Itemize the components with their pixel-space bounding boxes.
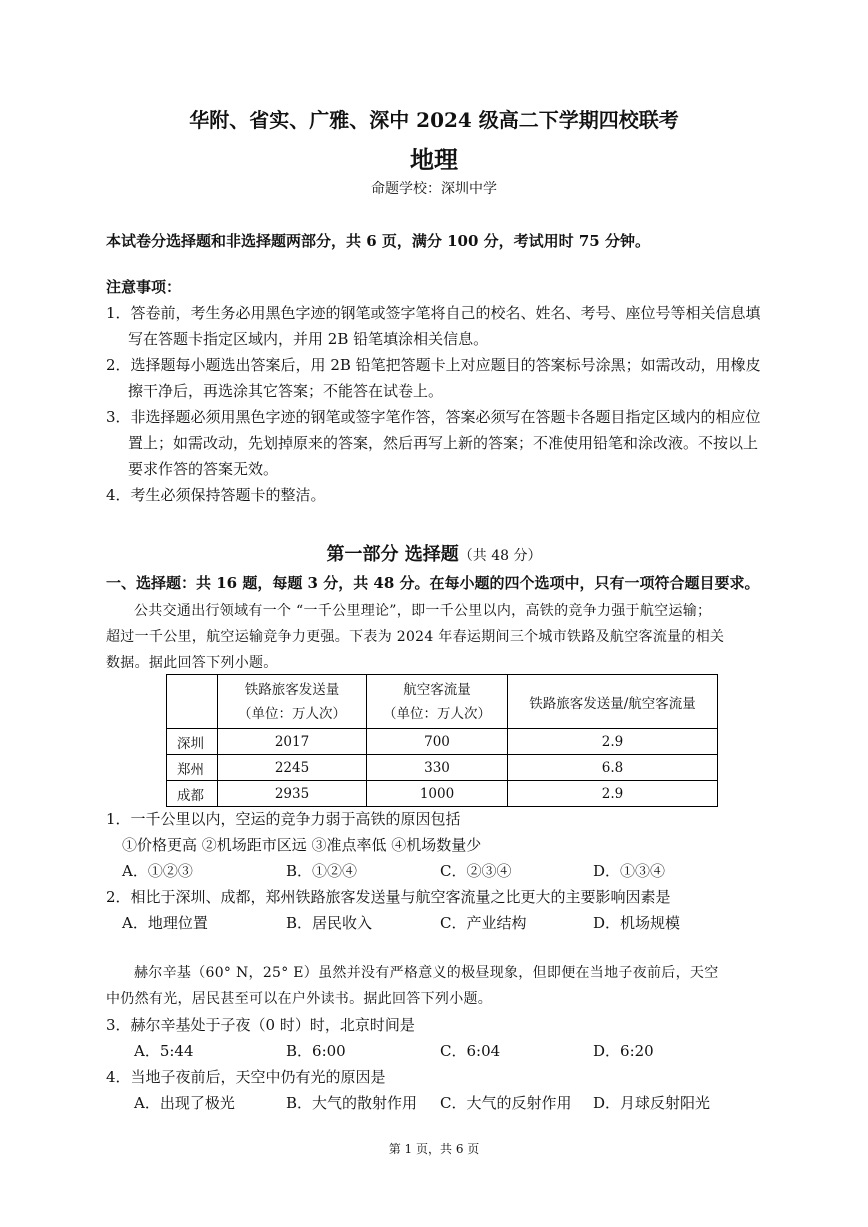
q1-option-c: C．②③④ <box>440 862 512 880</box>
subject-title: 地理 <box>410 145 458 174</box>
q1-option-b: B．①②④ <box>286 862 358 880</box>
part1-title-text: 第一部分 选择题 <box>326 544 459 565</box>
table-cell: 2935 <box>218 781 367 807</box>
q1-option-d: D．①③④ <box>593 862 666 880</box>
table-cell: 700 <box>367 729 508 755</box>
passage2-line-1: 赫尔辛基（60° N，25° E）虽然并没有严格意义的极昼现象，但即便在当地子夜前后，天空 <box>134 965 719 981</box>
notice-heading: 注意事项： <box>106 278 182 296</box>
table-cell: 2017 <box>218 729 367 755</box>
table-header-cell <box>367 675 508 729</box>
table-row <box>167 755 718 781</box>
table-header-cell <box>167 675 218 729</box>
table-header-cell <box>508 675 718 729</box>
q3-option-d: D．6:20 <box>593 1042 654 1060</box>
table-cell: 2.9 <box>508 729 718 755</box>
table-cell-city: 深圳 <box>167 729 218 755</box>
q2-option-c: C．产业结构 <box>440 914 527 932</box>
table-header-row <box>167 675 718 729</box>
q3-option-b: B．6:00 <box>286 1042 346 1060</box>
exam-title: 华附、省实、广雅、深中 2024 级高二下学期四校联考 <box>189 108 679 132</box>
table-cell-city: 郑州 <box>167 755 218 781</box>
q2-option-d: D．机场规模 <box>593 914 681 932</box>
data-table <box>166 674 718 807</box>
notice-item-3-line-1: 3．非选择题必须用黑色字迹的钢笔或签字笔作答，答案必须写在答题卡各题目指定区域内的相应位 <box>106 408 761 426</box>
notice-item-1-line-1: 1．答卷前，考生务必用黑色字迹的钢笔或签字笔将自己的校名、姓名、考号、座位号等相关信息填 <box>106 304 761 322</box>
q4-option-a: A．出现了极光 <box>134 1094 235 1112</box>
q2-stem: 2．相比于深圳、成都，郑州铁路旅客发送量与航空客流量之比更大的主要影响因素是 <box>106 888 671 906</box>
header-ratio-label: 铁路旅客发送量/航空客流量 <box>529 695 696 712</box>
intro-line: 本试卷分选择题和非选择题两部分，共 6 页，满分 100 分，考试用时 75 分钟。 <box>106 232 650 250</box>
q3-stem: 3．赫尔辛基处于子夜（0 时）时，北京时间是 <box>106 1016 415 1034</box>
q4-option-b: B．大气的散射作用 <box>286 1094 418 1112</box>
part1-instruction: 一、选择题：共 16 题，每题 3 分，共 48 分。在每小题的四个选项中，只有一项符合题目要求。 <box>106 574 760 592</box>
notice-item-3-line-2: 置上；如需改动，先划掉原来的答案，然后再写上新的答案；不准使用铅笔和涂改液。不按以上 <box>128 434 759 452</box>
notice-item-3-line-3: 要求作答的答案无效。 <box>128 460 279 478</box>
passage2-line-2: 中仍然有光，居民甚至可以在户外读书。据此回答下列小题。 <box>106 991 493 1007</box>
header-rail-unit: （单位：万人次） <box>238 705 346 722</box>
school-line: 命题学校：深圳中学 <box>371 181 497 197</box>
table-cell: 1000 <box>367 781 508 807</box>
table-row <box>167 729 718 755</box>
table-cell: 330 <box>367 755 508 781</box>
q1-stem: 1．一千公里以内，空运的竞争力弱于高铁的原因包括 <box>106 810 461 828</box>
header-rail-label: 铁路旅客发送量 <box>244 681 340 698</box>
q3-option-a: A．5:44 <box>134 1042 194 1060</box>
q1-option-a: A．①②③ <box>122 862 193 880</box>
notice-item-1-line-2: 写在答题卡指定区域内，并用 2B 铅笔填涂相关信息。 <box>128 330 489 348</box>
part1-score: （共 48 分） <box>458 548 542 564</box>
passage1-line-2: 超过一千公里，航空运输竞争力更强。下表为 2024 年春运期间三个城市铁路及航空客流量的相关 <box>106 629 725 645</box>
table-cell: 6.8 <box>508 755 718 781</box>
passage1-line-1: 公共交通出行领域有一个 “一千公里理论”，即一千公里以内，高铁的竞争力强于航空运输； <box>134 603 712 619</box>
table-cell: 2245 <box>218 755 367 781</box>
passage1-line-3: 数据。据此回答下列小题。 <box>106 655 278 671</box>
page-footer: 第 1 页，共 6 页 <box>388 1142 480 1156</box>
table-cell-city: 成都 <box>167 781 218 807</box>
q4-option-d: D．月球反射阳光 <box>593 1094 711 1112</box>
table-cell: 2.9 <box>508 781 718 807</box>
part1-title <box>0 540 868 566</box>
table-header-cell <box>218 675 367 729</box>
table-row <box>167 781 718 807</box>
notice-item-4: 4．考生必须保持答题卡的整洁。 <box>106 486 326 504</box>
notice-item-2-line-1: 2．选择题每小题选出答案后，用 2B 铅笔把答题卡上对应题目的答案标号涂黑；如需改动，用橡皮 <box>106 356 761 374</box>
q3-option-c: C．6:04 <box>440 1042 501 1060</box>
q1-factors: ①价格更高 ②机场距市区远 ③准点率低 ④机场数量少 <box>122 836 482 854</box>
header-air-unit: （单位：万人次） <box>383 705 491 722</box>
q2-option-a: A．地理位置 <box>122 914 208 932</box>
q4-stem: 4．当地子夜前后，天空中仍有光的原因是 <box>106 1068 386 1086</box>
q4-option-c: C．大气的反射作用 <box>440 1094 572 1112</box>
notice-item-2-line-2: 擦干净后，再选涂其它答案；不能答在试卷上。 <box>128 382 444 400</box>
header-air-label: 航空客流量 <box>403 681 471 698</box>
q2-option-b: B．居民收入 <box>286 914 373 932</box>
